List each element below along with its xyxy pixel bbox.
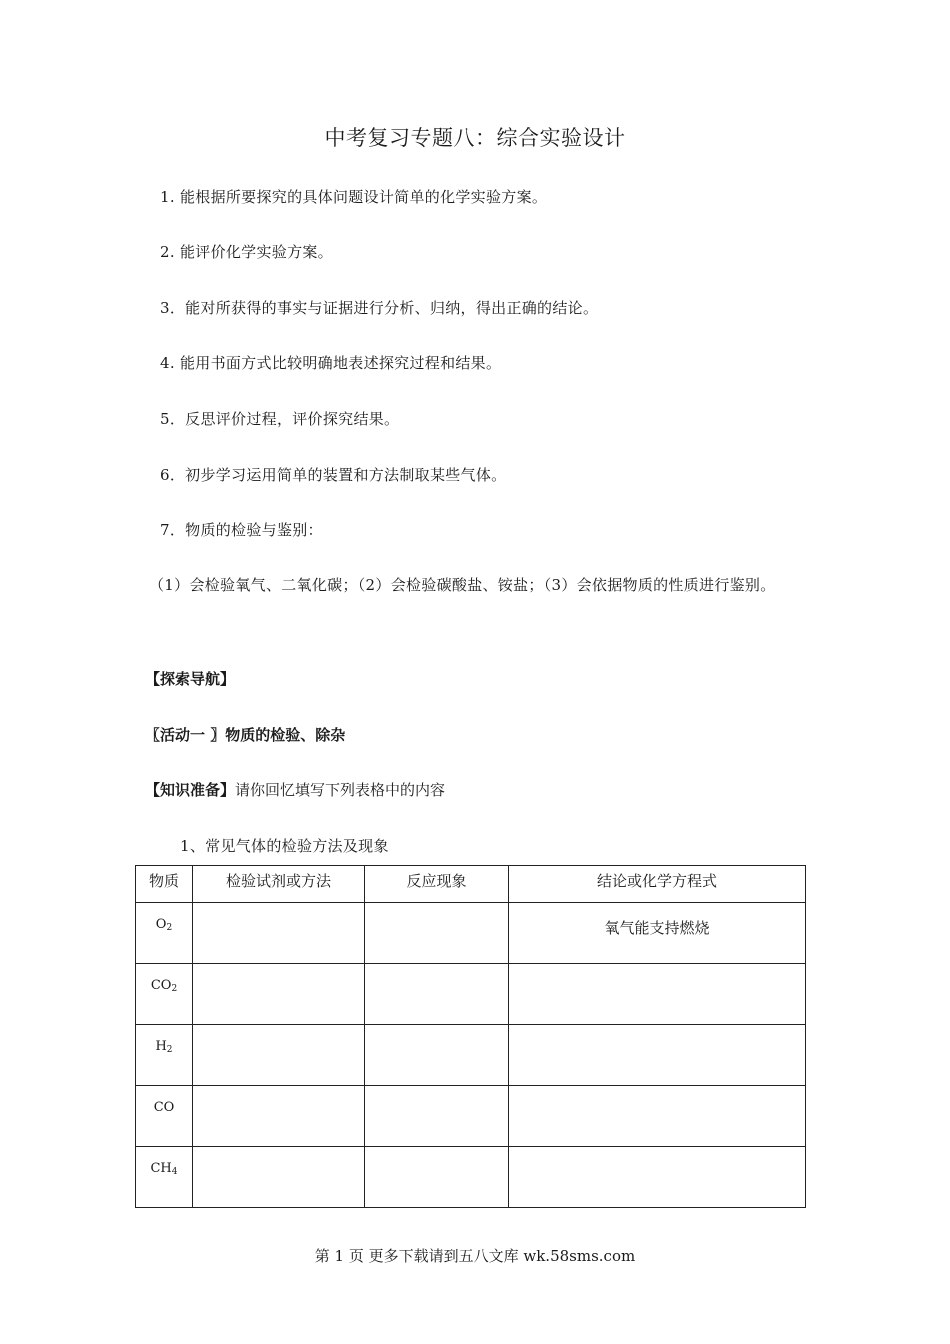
objective-1: 1. 能根据所要探究的具体问题设计简单的化学实验方案。 bbox=[160, 188, 548, 206]
objective-5: 5．反思评价过程，评价探究结果。 bbox=[160, 410, 400, 428]
phenomenon-cell[interactable] bbox=[365, 1147, 509, 1208]
substance-cell bbox=[136, 1025, 193, 1086]
formula: CH bbox=[150, 1161, 172, 1176]
conclusion-cell[interactable] bbox=[509, 1086, 806, 1147]
objective-7: 7．物质的检验与鉴别： bbox=[160, 521, 323, 539]
method-cell[interactable] bbox=[193, 1086, 365, 1147]
page-title: 中考复习专题八：综合实验设计 bbox=[324, 126, 626, 150]
substance-cell bbox=[136, 1086, 193, 1147]
table-row bbox=[136, 1025, 806, 1086]
conclusion-cell[interactable] bbox=[509, 964, 806, 1025]
header-method: 检验试剂或方法 bbox=[193, 866, 365, 903]
objective-2: 2. 能评价化学实验方案。 bbox=[160, 243, 333, 261]
objective-3: 3．能对所获得的事实与证据进行分析、归纳，得出正确的结论。 bbox=[160, 299, 599, 317]
objective-detail: （1）会检验氧气、二氧化碳；（2）会检验碳酸盐、铵盐；（3）会依据物质的性质进行鉴别。 bbox=[149, 576, 776, 594]
header-conclusion: 结论或化学方程式 bbox=[509, 866, 806, 903]
phenomenon-cell[interactable] bbox=[365, 1086, 509, 1147]
knowledge-prep-label: 【知识准备】 bbox=[145, 781, 236, 799]
table-row bbox=[136, 903, 806, 964]
formula-subscript: 2 bbox=[171, 984, 178, 994]
formula-subscript: 4 bbox=[171, 1167, 178, 1177]
formula: O bbox=[155, 917, 167, 932]
page-footer: 第 1 页 更多下载请到五八文库 wk.58sms.com bbox=[314, 1247, 636, 1265]
knowledge-prep bbox=[145, 779, 445, 800]
method-cell[interactable] bbox=[193, 964, 365, 1025]
activity-heading: 〖活动一 〗物质的检验、除杂 bbox=[145, 726, 346, 744]
table-row bbox=[136, 1086, 806, 1147]
phenomenon-cell[interactable] bbox=[365, 903, 509, 964]
method-cell[interactable] bbox=[193, 903, 365, 964]
method-cell[interactable] bbox=[193, 1025, 365, 1086]
table-row bbox=[136, 1147, 806, 1208]
table-header-row bbox=[136, 866, 806, 903]
conclusion-cell[interactable] bbox=[509, 1025, 806, 1086]
section-heading: 【探索导航】 bbox=[145, 670, 236, 688]
formula-subscript: 2 bbox=[166, 1045, 173, 1055]
substance-cell bbox=[136, 903, 193, 964]
conclusion-text: 氧气能支持燃烧 bbox=[604, 919, 710, 937]
conclusion-cell[interactable] bbox=[509, 1147, 806, 1208]
substance-cell bbox=[136, 1147, 193, 1208]
substance-cell bbox=[136, 964, 193, 1025]
header-substance: 物质 bbox=[136, 866, 193, 903]
table-row bbox=[136, 964, 806, 1025]
formula: CO bbox=[153, 1100, 175, 1115]
formula-subscript: 2 bbox=[166, 923, 173, 933]
method-cell[interactable] bbox=[193, 1147, 365, 1208]
objective-6: 6．初步学习运用简单的装置和方法制取某些气体。 bbox=[160, 466, 507, 484]
objective-4: 4. 能用书面方式比较明确地表述探究过程和结果。 bbox=[160, 354, 502, 372]
formula: H bbox=[155, 1039, 167, 1054]
formula: CO bbox=[150, 978, 172, 993]
gas-test-table bbox=[135, 865, 806, 1208]
conclusion-cell[interactable] bbox=[509, 903, 806, 964]
phenomenon-cell[interactable] bbox=[365, 964, 509, 1025]
knowledge-prep-text: 请你回忆填写下列表格中的内容 bbox=[235, 781, 446, 799]
table-caption: 1、常见气体的检验方法及现象 bbox=[180, 837, 389, 855]
header-phenomenon: 反应现象 bbox=[365, 866, 509, 903]
phenomenon-cell[interactable] bbox=[365, 1025, 509, 1086]
